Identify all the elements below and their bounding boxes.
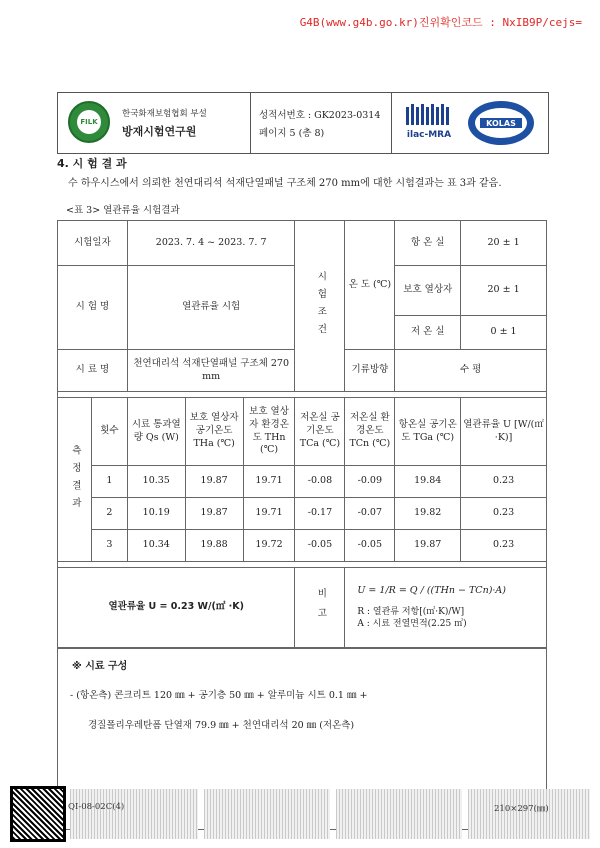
cell: -0.17 — [295, 498, 345, 530]
cell: 19.87 — [185, 498, 243, 530]
r-note: R : 열관류 저항[(㎡·K)/W] — [357, 606, 465, 617]
report-number: 성적서번호 : GK2023-0314 — [259, 110, 381, 121]
col-header-tca: 저온실 공기온도 TCa (℃) — [295, 398, 345, 466]
cell: 19.87 — [395, 530, 461, 562]
sample-value: 천연대리석 석재단열패널 구조체 270 mm — [127, 350, 295, 392]
remark-label: 비고 — [295, 568, 345, 648]
org-parent: 한국화재보험협회 부설 — [122, 109, 207, 119]
col-header-u: 열관류율 U [W/(㎡·K)] — [461, 398, 547, 466]
composition-title: ※ 시료 구성 — [72, 661, 128, 672]
cell: 19.71 — [243, 466, 295, 498]
paper-size: 210×297(㎜) — [494, 804, 549, 814]
airflow-value: 수 평 — [395, 350, 547, 392]
cell: -0.08 — [295, 466, 345, 498]
cell: 10.34 — [127, 530, 185, 562]
condition-label: 시험조건 — [295, 221, 345, 392]
cell: 3 — [91, 530, 127, 562]
cell: 0.23 — [461, 498, 547, 530]
cell: 2 — [91, 498, 127, 530]
cell: -0.09 — [345, 466, 395, 498]
report-info-cell — [251, 93, 392, 153]
col-header-tha: 보호 열상자 공기온도 THa (℃) — [185, 398, 243, 466]
form-code: QI-08-02C(4) — [68, 802, 125, 812]
composition-line-2: 경질폴리우레탄폼 단열재 79.9 ㎜ + 천연대리석 20 ㎜ (저온측) — [88, 720, 355, 731]
date-label: 시험일자 — [58, 221, 128, 266]
a-note: A : 시료 전열면적(2.25 ㎡) — [357, 618, 467, 629]
cell: 19.88 — [185, 530, 243, 562]
test-name-value: 열관류율 시험 — [127, 266, 295, 350]
section-title: 4. 시 험 결 과 — [57, 157, 127, 170]
org-name: 방재시험연구원 — [122, 125, 197, 138]
cell: -0.05 — [295, 530, 345, 562]
security-pattern — [468, 789, 590, 839]
table-row — [58, 530, 547, 562]
formula: U = 1/R = Q / ((THn − TCn)·A) — [357, 584, 506, 596]
airflow-label: 기류방향 — [345, 350, 395, 392]
svg-text:ilac-MRA: ilac-MRA — [406, 130, 452, 140]
col-header-tga: 항온실 공기온도 TGa (℃) — [395, 398, 461, 466]
guard-box-value: 20 ± 1 — [461, 266, 547, 316]
page-number: 페이지 5 (총 8) — [259, 128, 325, 139]
sample-label: 시 료 명 — [58, 350, 128, 392]
table-caption: <표 3> 열관류율 시험결과 — [66, 205, 180, 216]
cell: 19.82 — [395, 498, 461, 530]
table-row — [58, 466, 547, 498]
col-header-tcn: 저온실 환경온도 TCn (℃) — [345, 398, 395, 466]
cell: -0.07 — [345, 498, 395, 530]
cell: 19.71 — [243, 498, 295, 530]
org-cell — [58, 93, 251, 153]
intro-text: 수 하우시스에서 의뢰한 천연대리석 석재단열패널 구조체 270 mm에 대한 시험결과는 표 3과 같음. — [68, 178, 502, 189]
col-header-run: 횟수 — [91, 398, 127, 466]
measurement-group-label: 측정결과 — [58, 398, 92, 562]
results-table — [57, 220, 547, 648]
u-value-result: 열관류율 U = 0.23 W/(㎡ ·K) — [58, 568, 295, 648]
cell: 0.23 — [461, 466, 547, 498]
cell: 1 — [91, 466, 127, 498]
hot-room-label: 항 온 실 — [395, 221, 461, 266]
logo-text: FILK — [77, 110, 101, 134]
cell: 0.23 — [461, 530, 547, 562]
temperature-label: 온 도 (℃) — [345, 221, 395, 350]
col-header-thn: 보호 열상자 환경온도 THn (℃) — [243, 398, 295, 466]
ilac-mra-logo — [400, 101, 458, 143]
guard-box-label: 보호 열상자 — [395, 266, 461, 316]
cell: 10.19 — [127, 498, 185, 530]
date-value: 2023. 7. 4 ~ 2023. 7. 7 — [127, 221, 295, 266]
svg-text:KOLAS: KOLAS — [486, 119, 516, 128]
cell: 10.35 — [127, 466, 185, 498]
composition-line-1: - (항온측) 콘크리트 120 ㎜ + 공기층 50 ㎜ + 알루미늄 시트 0.1 ㎜ + — [70, 690, 368, 701]
security-pattern — [70, 789, 198, 839]
filk-logo — [68, 101, 110, 143]
report-header — [57, 92, 549, 154]
formula-cell — [345, 568, 547, 648]
col-header-qs: 시료 통과열량 Qs (W) — [127, 398, 185, 466]
cell: 19.84 — [395, 466, 461, 498]
test-name-label: 시 험 명 — [58, 266, 128, 350]
security-pattern — [204, 789, 330, 839]
cold-room-value: 0 ± 1 — [461, 316, 547, 350]
qr-code — [10, 786, 66, 842]
cell: -0.05 — [345, 530, 395, 562]
verification-code: G4B(www.g4b.go.kr)진위확인코드 : NxIB9P/cejs= — [299, 16, 582, 29]
cold-room-label: 저 온 실 — [395, 316, 461, 350]
hot-room-value: 20 ± 1 — [461, 221, 547, 266]
cell: 19.87 — [185, 466, 243, 498]
security-pattern — [336, 789, 462, 839]
kolas-logo — [466, 99, 536, 147]
table-row — [58, 498, 547, 530]
cell: 19.72 — [243, 530, 295, 562]
